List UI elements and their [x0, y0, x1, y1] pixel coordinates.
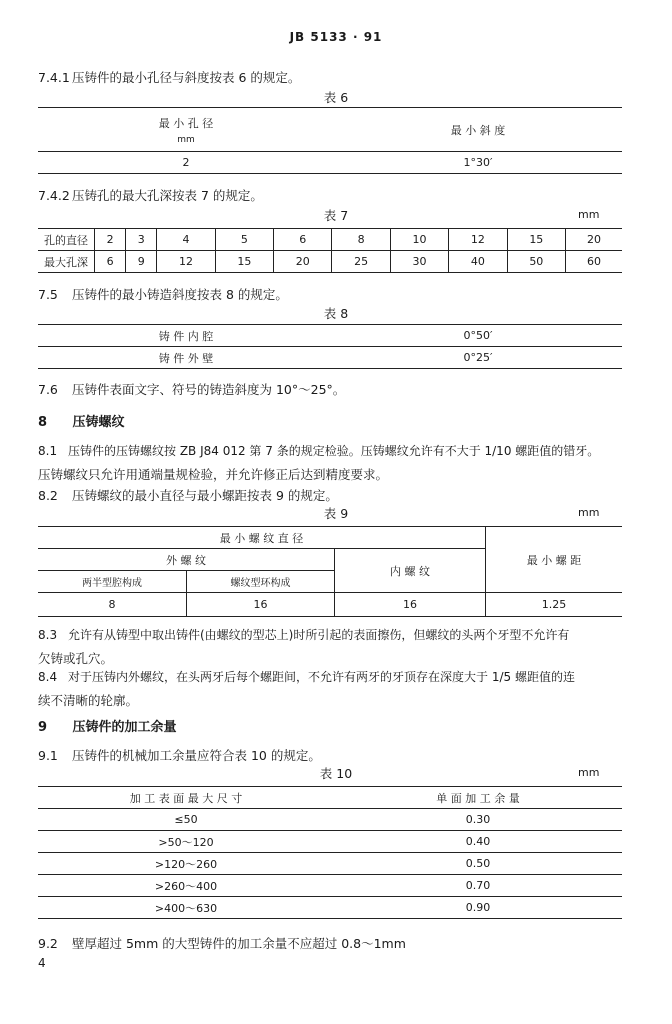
header-unit: mm	[177, 134, 195, 145]
table-9-header-internal: 内 螺 纹	[335, 549, 486, 593]
table-row	[38, 809, 622, 831]
table-9-cell: 1.25	[486, 593, 623, 617]
clause-number: 8.1	[38, 444, 58, 458]
table-7-cell: 9	[126, 251, 157, 273]
table-10-unit: mm	[578, 766, 600, 779]
table-7-caption: 表 7	[323, 208, 349, 223]
clause-text: 压铸件的机械加工余量应符合表 10 的规定。	[71, 748, 321, 763]
section-9-heading	[38, 716, 177, 735]
clause-7-4-2	[38, 186, 263, 204]
table-6	[38, 107, 622, 174]
table-8-cell: 铸 件 内 腔	[38, 325, 334, 347]
table-6-header-slope: 最 小 斜 度	[334, 108, 622, 152]
table-8-caption: 表 8	[323, 306, 349, 321]
table-7-cell: 15	[215, 251, 273, 273]
clause-number: 7.6	[38, 382, 58, 397]
table-7	[38, 228, 622, 273]
clause-text-line2: 压铸螺纹只允许用通端量规检验，并允许修正后达到精度要求。	[38, 467, 389, 482]
section-number: 8	[38, 415, 48, 430]
clause-8-1	[38, 440, 638, 486]
table-9-header-sub: 两半型腔构成	[38, 571, 187, 593]
clause-text-line1: 对于压铸内外螺纹，在头两牙后每个螺距间，不允许有两牙的牙顶存在深度大于 1/5 螺距值的连	[68, 670, 575, 684]
table-6-header-diameter	[38, 108, 334, 152]
table-7-row	[38, 251, 622, 273]
table-7-cell: 10	[390, 229, 448, 251]
table-7-cell: 4	[157, 229, 215, 251]
table-9-cell: 16	[187, 593, 335, 617]
table-9	[38, 526, 622, 617]
table-row	[38, 875, 622, 897]
table-10-cell: 0.50	[334, 853, 622, 875]
page-number: 4	[38, 956, 46, 970]
table-7-cell: 20	[274, 251, 332, 273]
clause-text: 压铸孔的最大孔深按表 7 的规定。	[71, 188, 263, 203]
table-7-cell: 12	[157, 251, 215, 273]
clause-9-1	[38, 746, 321, 764]
clause-text: 壁厚超过 5mm 的大型铸件的加工余量不应超过 0.8～1mm	[71, 936, 406, 951]
header-text: 最 小 孔 径	[158, 116, 214, 130]
section-number: 9	[38, 720, 48, 735]
table-7-row-label: 最大孔深	[38, 251, 95, 273]
clause-9-2	[38, 934, 406, 952]
table-10-cell: 0.90	[334, 897, 622, 919]
clause-text: 压铸件的最小铸造斜度按表 8 的规定。	[71, 287, 288, 302]
clause-number: 7.4.2	[38, 188, 70, 203]
clause-text: 压铸件的最小孔径与斜度按表 6 的规定。	[71, 70, 301, 85]
table-10-header-size: 加 工 表 面 最 大 尺 寸	[38, 787, 334, 809]
table-7-cell: 2	[95, 229, 126, 251]
clause-text-line2: 欠铸或孔穴。	[38, 651, 114, 666]
table-8-cell: 0°50′	[334, 325, 622, 347]
table-6-caption: 表 6	[323, 90, 349, 105]
table-10-cell: 0.40	[334, 831, 622, 853]
table-10-caption: 表 10	[319, 766, 353, 781]
table-7-cell: 6	[274, 229, 332, 251]
standard-number: JB 5133 · 91	[289, 30, 383, 44]
table-6-cell: 1°30′	[334, 152, 622, 174]
clause-text: 压铸螺纹的最小直径与最小螺距按表 9 的规定。	[71, 488, 338, 503]
section-title: 压铸螺纹	[72, 415, 125, 430]
clause-number: 9.2	[38, 936, 58, 951]
clause-8-4	[38, 666, 638, 712]
table-9-header-external: 外 螺 纹	[38, 549, 335, 571]
clause-text-line2: 续不清晰的轮廓。	[38, 693, 139, 708]
table-7-cell: 30	[390, 251, 448, 273]
clause-number: 7.5	[38, 287, 58, 302]
clause-7-4-1	[38, 68, 300, 86]
table-9-unit: mm	[578, 506, 600, 519]
table-9-caption: 表 9	[323, 506, 349, 521]
table-9-cell: 16	[335, 593, 486, 617]
table-8-cell: 铸 件 外 壁	[38, 347, 334, 369]
clause-number: 8.4	[38, 670, 58, 684]
section-title: 压铸件的加工余量	[72, 720, 177, 735]
table-10	[38, 786, 622, 919]
table-9-header-min-pitch: 最 小 螺 距	[486, 527, 623, 593]
table-row	[38, 831, 622, 853]
table-7-row	[38, 229, 622, 251]
table-8	[38, 324, 622, 369]
table-7-cell: 15	[507, 229, 565, 251]
clause-8-2	[38, 486, 338, 504]
table-10-header-allowance: 单 面 加 工 余 量	[334, 787, 622, 809]
table-7-cell: 25	[332, 251, 390, 273]
clause-7-6	[38, 380, 345, 398]
table-7-cell: 20	[566, 229, 622, 251]
table-7-cell: 40	[449, 251, 507, 273]
table-10-cell: >120～260	[38, 853, 334, 875]
table-7-cell: 5	[215, 229, 273, 251]
table-6-cell: 2	[38, 152, 334, 174]
clause-number: 7.4.1	[38, 70, 70, 85]
table-9-header-min-diameter: 最 小 螺 纹 直 径	[38, 527, 486, 549]
table-7-cell: 60	[566, 251, 622, 273]
clause-7-5	[38, 285, 288, 303]
section-8-heading	[38, 411, 125, 430]
table-9-cell: 8	[38, 593, 187, 617]
table-7-cell: 12	[449, 229, 507, 251]
table-10-cell: 0.30	[334, 809, 622, 831]
table-7-cell: 3	[126, 229, 157, 251]
table-10-cell: >260～400	[38, 875, 334, 897]
clause-text-line1: 压铸件的压铸螺纹按 ZB J84 012 第 7 条的规定检验。压铸螺纹允许有不大于 1/10 螺距值的错牙。	[68, 444, 600, 458]
clause-number: 8.2	[38, 488, 58, 503]
table-7-cell: 50	[507, 251, 565, 273]
clause-number: 8.3	[38, 628, 58, 642]
table-10-cell: ≤50	[38, 809, 334, 831]
clause-8-3	[38, 624, 638, 670]
table-row	[38, 853, 622, 875]
clause-text-line1: 允许有从铸型中取出铸件(由螺纹的型芯上)时所引起的表面擦伤，但螺纹的头两个牙型不允许有	[68, 628, 570, 642]
table-10-cell: >400～630	[38, 897, 334, 919]
clause-text: 压铸件表面文字、符号的铸造斜度为 10°～25°。	[71, 382, 346, 397]
table-7-cell: 8	[332, 229, 390, 251]
table-7-cell: 6	[95, 251, 126, 273]
table-7-unit: mm	[578, 208, 600, 221]
table-7-row-label: 孔的直径	[38, 229, 95, 251]
table-9-header-sub: 螺纹型环构成	[187, 571, 335, 593]
clause-number: 9.1	[38, 748, 58, 763]
table-10-cell: 0.70	[334, 875, 622, 897]
table-row	[38, 897, 622, 919]
table-8-cell: 0°25′	[334, 347, 622, 369]
table-10-cell: >50～120	[38, 831, 334, 853]
